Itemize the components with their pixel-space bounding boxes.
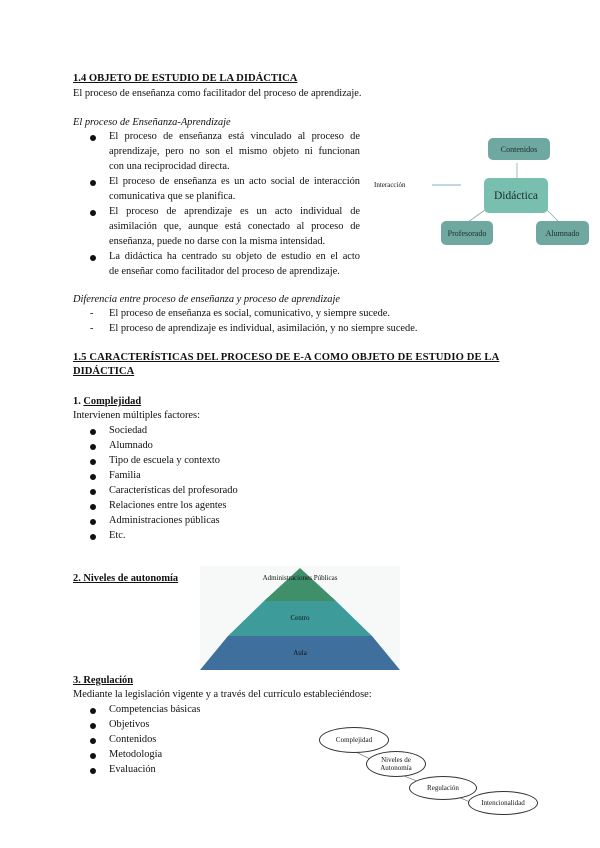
ea-bullet-3-line: asimilación que, aunque está conectado al proceso de (109, 221, 360, 232)
bullet-icon (90, 459, 96, 465)
bullet-icon (90, 519, 96, 525)
pyramid-label-top: Administraciones Públicas (262, 574, 338, 582)
list-item: Relaciones entre los agentes (109, 500, 227, 511)
oval-autonomia: Niveles de Autonomía (366, 751, 426, 777)
ea-bullet-1-line: El proceso de enseñanza está vinculado al proceso de (109, 131, 360, 142)
list-item: Alumnado (109, 440, 153, 451)
dash-marker: - (90, 308, 94, 319)
oval-regulacion: Regulación (409, 776, 477, 800)
bullet-icon (90, 768, 96, 774)
regulacion-intro: Mediante la legislación vigente y a través del currículo estableciéndose: (73, 689, 372, 700)
pyramid-level-top (264, 568, 336, 601)
characteristics-diagram (314, 721, 542, 821)
list-item: Administraciones públicas (109, 515, 220, 526)
section-1-5-title: 1.5 CARACTERÍSTICAS DEL PROCESO DE E-A COMO OBJETO DE ESTUDIO DE LA (73, 352, 500, 363)
ea-bullet-2-line: El proceso de enseñanza es un acto social de interacción (109, 176, 360, 187)
diagram-node-alumnado: Alumnado (536, 221, 589, 245)
pyramid-label-middle: Centro (290, 614, 310, 622)
bullet-icon (90, 738, 96, 744)
list-item: Evaluación (109, 764, 156, 775)
ea-bullet-4-line: La didáctica ha centrado su objeto de estudio en el acto (109, 251, 360, 262)
complejidad-title: Complejidad (83, 396, 142, 407)
bullet-icon (90, 723, 96, 729)
bullet-icon (90, 180, 96, 186)
regulacion-title: 3. Regulación (73, 675, 134, 686)
list-item: Competencias básicas (109, 704, 201, 715)
ea-bullet-3-line: El proceso de aprendizaje es un acto individual de (109, 206, 360, 217)
list-item: Metodología (109, 749, 163, 760)
oval-intencionalidad: Intencionalidad (468, 791, 538, 815)
dash-marker: - (90, 323, 94, 334)
diagram-side-label: Interacción (374, 181, 406, 189)
diff-title: Diferencia entre proceso de enseñanza y proceso de aprendizaje (73, 294, 341, 305)
didactica-diagram (369, 134, 591, 248)
list-item: Sociedad (109, 425, 148, 436)
diff-item: El proceso de aprendizaje es individual, asimilación, y no siempre sucede. (109, 323, 418, 334)
section-1-4-intro: El proceso de enseñanza como facilitador del proceso de aprendizaje. (73, 88, 362, 99)
oval-complejidad: Complejidad (319, 727, 389, 753)
diagram-node-profesorado: Profesorado (441, 221, 493, 245)
ea-bullet-1-line: aprendizaje, pero no son el mismo objeto ni funcionan (109, 146, 360, 157)
bullet-icon (90, 753, 96, 759)
bullet-icon (90, 210, 96, 216)
section-1-4-title: 1.4 OBJETO DE ESTUDIO DE LA DIDÁCTICA (73, 73, 298, 84)
list-item: Contenidos (109, 734, 157, 745)
bullet-icon (90, 474, 96, 480)
diff-item: El proceso de enseñanza es social, comunicativo, y siempre sucede. (109, 308, 391, 319)
bullet-icon (90, 444, 96, 450)
bullet-icon (90, 489, 96, 495)
ea-bullet-3-line: enseñanza, puede no darse con la misma intensidad. (109, 236, 326, 247)
bullet-icon (90, 504, 96, 510)
diagram-node-didactica: Didáctica (484, 178, 548, 213)
bullet-icon (90, 708, 96, 714)
list-item: Etc. (109, 530, 126, 541)
bullet-icon (90, 255, 96, 261)
list-item: Tipo de escuela y contexto (109, 455, 221, 466)
bullet-icon (90, 429, 96, 435)
ea-bullet-4-line: de enseñar como facilitador del proceso de aprendizaje. (109, 266, 340, 277)
pyramid-label-bottom: Aula (293, 649, 307, 657)
autonomia-title: 2. Niveles de autonomía (73, 573, 179, 584)
ea-bullet-1-line: con una reciprocidad directa. (109, 161, 230, 172)
ea-subtitle: El proceso de Enseñanza-Aprendizaje (73, 117, 231, 128)
bullet-icon (90, 135, 96, 141)
diagram-node-contenidos: Contenidos (488, 138, 550, 160)
complejidad-heading (73, 395, 141, 409)
list-item: Objetivos (109, 719, 150, 730)
bullet-icon (90, 534, 96, 540)
list-item: Familia (109, 470, 141, 481)
complejidad-intro: Intervienen múltiples factores: (73, 410, 200, 421)
ea-bullet-2-line: comunicativa que se planifica. (109, 191, 236, 202)
complejidad-num: 1. (73, 396, 81, 407)
list-item: Características del profesorado (109, 485, 238, 496)
autonomia-pyramid (200, 566, 400, 670)
section-1-5-title-cont: DIDÁCTICA (73, 366, 135, 377)
